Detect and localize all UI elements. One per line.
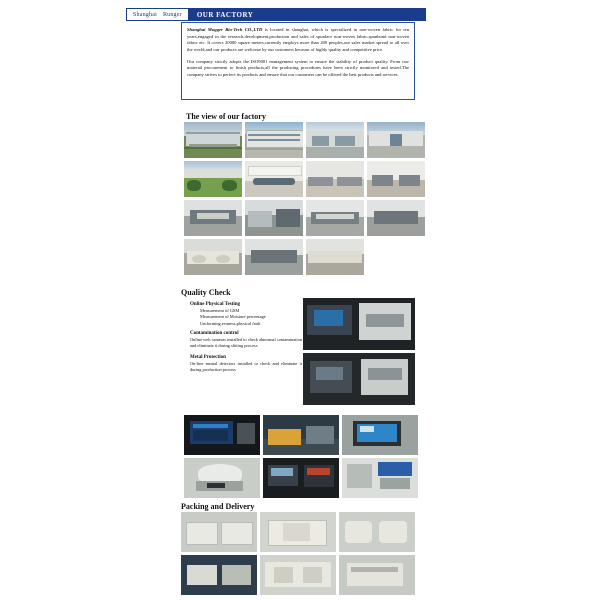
factory-photo-building-front [245, 122, 303, 158]
machine-photo-machine-with-signboard [342, 458, 418, 498]
factory-photo-production-machine [245, 239, 303, 275]
quality-text-block [190, 302, 302, 378]
quality-section-title: Quality Check [181, 288, 231, 297]
company-intro-box [181, 22, 415, 100]
factory-photo-warehouse-rolls [184, 239, 242, 275]
quality-line-1-3: Uniforming,evaness,physical fault [200, 320, 261, 326]
factory-photo-production-line-3 [367, 200, 425, 236]
page-header [126, 8, 426, 21]
brand-label [126, 8, 189, 21]
quality-line-1-2: Measurement of Moisture percentage [200, 314, 266, 320]
factory-photo-grid [184, 122, 425, 275]
quality-paragraph-2: Online web cameras installed to check abnormal contamination and eliminate it during slitting process [190, 337, 302, 349]
factory-photo-gate [367, 122, 425, 158]
factory-photo-empty-slot [367, 239, 425, 275]
packing-photo-packed-rolls-1 [181, 512, 257, 552]
company-name: Shanghai Mugger Bio-Tech CO.,LTD [187, 27, 263, 32]
brand-name: Runger [162, 11, 182, 18]
packing-photo-grid [181, 512, 415, 595]
intro-paragraph-1 [187, 27, 409, 54]
quality-photo-inspection-machine-2 [303, 353, 415, 405]
factory-photo-production-line-2 [306, 200, 364, 236]
packing-photo-packed-rolls-4 [181, 555, 257, 595]
machine-photo-control-console [263, 458, 339, 498]
machine-photo-control-panel-screen [184, 415, 260, 455]
packing-photo-loading-container [339, 555, 415, 595]
machine-photo-grid [184, 415, 418, 498]
packing-photo-packed-rolls-2 [260, 512, 336, 552]
machine-photo-lab-testing-device [184, 458, 260, 498]
factory-photo-office-workstations [306, 161, 364, 197]
factory-photo-warehouse-storage [306, 239, 364, 275]
factory-photo-aerial-view [184, 122, 242, 158]
machine-photo-slitting-machine [263, 415, 339, 455]
quality-line-1-1: Measurement of GSM [200, 308, 240, 313]
quality-photo-inspection-machine-1 [303, 298, 415, 350]
packing-photo-warehouse-packed-goods [260, 555, 336, 595]
quality-heading-2: Contamination control [190, 331, 239, 337]
factory-photo-production-hall-stairs [245, 200, 303, 236]
factory-photo-office-meeting-room [245, 161, 303, 197]
machine-photo-touch-panel-display [342, 415, 418, 455]
factory-photo-warehouse-exterior [306, 122, 364, 158]
factory-photo-production-line-1 [184, 200, 242, 236]
packing-section-title: Packing and Delivery [181, 502, 255, 511]
quality-heading-1: Online Physical Testing [190, 302, 241, 307]
quality-heading-3: Metal Protection [190, 354, 226, 360]
factory-section-title: The view of our factory [186, 112, 266, 121]
section-banner-title: OUR FACTORY [189, 8, 426, 21]
factory-photo-yard-greenery [184, 161, 242, 197]
quality-paragraph-3: On-line meatal detectors installed to check and eliminate it during production process [190, 360, 302, 372]
brand-city: Shanghai [133, 11, 157, 18]
factory-photo-office-interior [367, 161, 425, 197]
intro-paragraph-2: Our company strictly adopts the ISO9001 management system to ensure the stability of product quality. From raw material procurement to finish products,all the producing procedures have been strictly monitored and tested.The company strives to perfect its products and ensure that our customers can be offered the best products and services. [187, 58, 409, 77]
intro-paragraph-1-text: is located in shanghai, which is specialized in non-woven fabric for ten years,engaged in the research,development,production and sales of spunlace non-woven fabric,spunbond non-woven fabric etc. It covers 20000 square meters,currently employs more than 200 peoples,our sales market spread to all over the world,and our products are welcome by our customers because of highly quality and competitive price. [187, 27, 409, 52]
packing-photo-packed-rolls-3 [339, 512, 415, 552]
